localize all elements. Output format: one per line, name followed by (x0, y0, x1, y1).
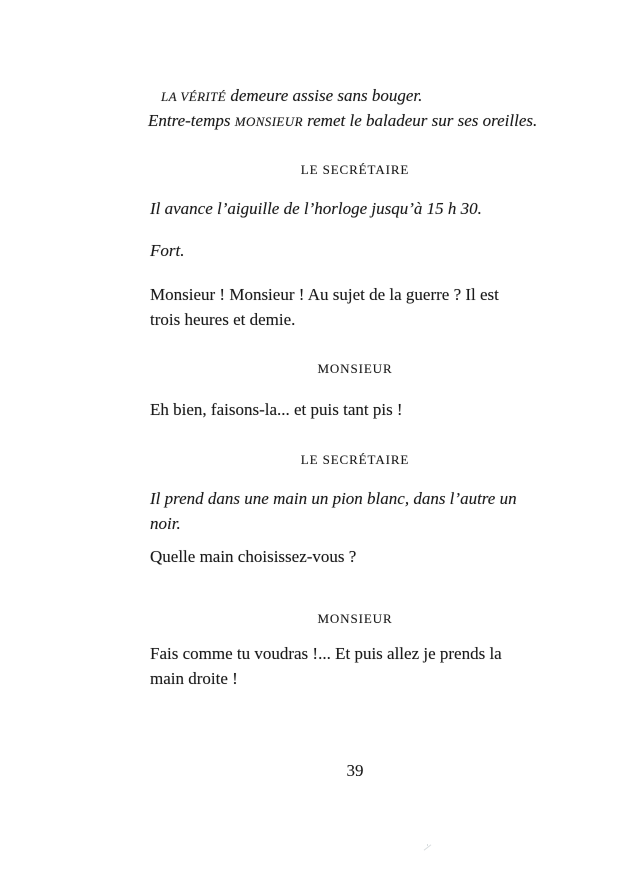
character-name-small-caps: MONSIEUR (234, 114, 303, 129)
speaker-heading-monsieur: MONSIEUR (317, 361, 393, 376)
opening-stage-direction-line-1 (161, 83, 422, 109)
character-name-small-caps: LA VÉRITÉ (161, 89, 227, 104)
stage-direction-line: Il avance l’aiguille de l’horloge jusqu’à 15 h 30. (150, 199, 482, 218)
stage-direction-line: Fort. (150, 241, 185, 260)
dialogue-line: Monsieur ! Monsieur ! Au sujet de la guerre ? Il est (150, 285, 499, 304)
dialogue-line: Fais comme tu voudras !... Et puis allez je prends la (150, 644, 502, 663)
dialogue-line: Quelle main choisissez-vous ? (150, 547, 357, 566)
stage-direction-line: noir. (150, 514, 181, 533)
stage-direction-line: Il prend dans une main un pion blanc, dans l’autre un (150, 489, 517, 508)
stage-direction-text: demeure assise sans bouger. (226, 86, 423, 105)
scan-speck-mark (421, 843, 433, 853)
speaker-heading-secretaire: LE SECRÉTAIRE (300, 452, 410, 467)
dialogue-line: Eh bien, faisons-la... et puis tant pis ! (150, 400, 403, 419)
page-number: 39 (346, 761, 364, 780)
dialogue-line: trois heures et demie. (150, 310, 296, 329)
stage-direction-text: remet le baladeur sur ses oreilles. (302, 111, 538, 130)
dialogue-line: main droite ! (150, 669, 238, 688)
opening-stage-direction-line-2 (148, 108, 537, 134)
stage-direction-text: Entre-temps (148, 111, 235, 130)
speaker-heading-secretaire: LE SECRÉTAIRE (300, 162, 410, 177)
speaker-heading-monsieur: MONSIEUR (317, 611, 393, 626)
